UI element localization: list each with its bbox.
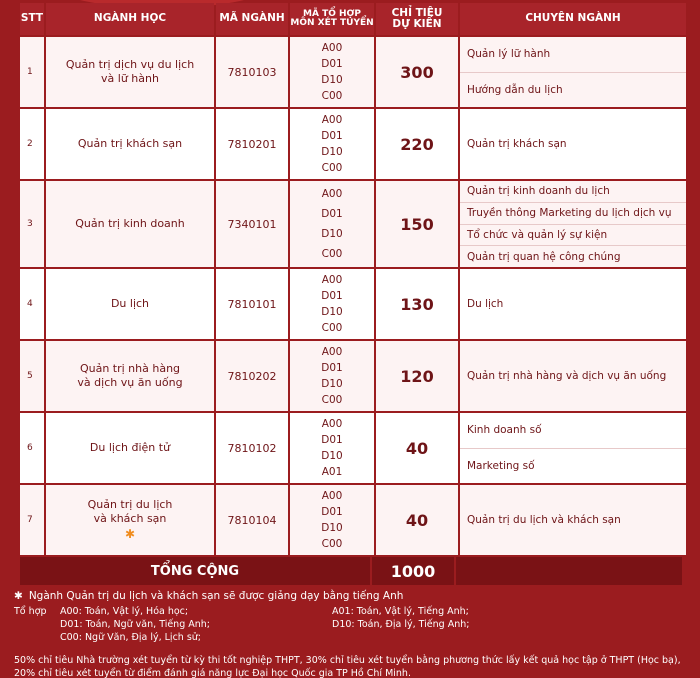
combo-d01: D01: Toán, Ngữ văn, Tiếng Anh; (60, 618, 210, 630)
row-stt: 3 (20, 181, 44, 267)
row-quota: 130 (376, 269, 458, 339)
row-code: 7340101 (216, 181, 288, 267)
combo-code: A00 (321, 42, 343, 54)
row-stt: 6 (20, 413, 44, 483)
row-combos (290, 413, 374, 483)
row-major-name (46, 109, 214, 179)
combo-code: D10 (321, 146, 343, 158)
combo-code: C00 (321, 538, 343, 550)
row-stt: 5 (20, 341, 44, 411)
row-code: 7810104 (216, 485, 288, 555)
header-quota-line1: CHỈ TIÊU (391, 6, 443, 19)
major-name-line2: và dịch vụ ăn uống (77, 376, 183, 389)
row-combos (290, 485, 374, 555)
row-stt: 1 (20, 37, 44, 107)
quota-footer (14, 654, 690, 678)
combo-code: A00 (321, 188, 343, 200)
specialization-item: Hướng dẫn du lịch (460, 72, 686, 108)
combo-code: D01 (321, 130, 343, 142)
specialization-item: Truyền thông Marketing du lịch dịch vụ (460, 202, 686, 224)
combo-code: D01 (321, 362, 343, 374)
major-name-line1: Quản trị dịch vụ du lịch (65, 57, 195, 71)
row-major-name (46, 485, 214, 555)
row-code: 7810102 (216, 413, 288, 483)
row-specializations (460, 413, 686, 483)
major-name-line1: Quản trị kinh doanh (75, 216, 185, 230)
combo-code: D10 (321, 74, 343, 86)
specialization-item: Tổ chức và quản lý sự kiện (460, 224, 686, 246)
notes-section (14, 590, 690, 678)
specialization-item: Quản trị kinh doanh du lịch (467, 185, 610, 198)
combo-code: D10 (321, 450, 343, 462)
specialization-item: Quản trị nhà hàng và dịch vụ ăn uống (467, 370, 667, 382)
major-name-line2: và khách sạn (93, 512, 167, 526)
specialization-item: Marketing số (460, 448, 686, 484)
row-code: 7810202 (216, 341, 288, 411)
major-name-line1: Quản trị nhà hàng (79, 361, 181, 375)
combo-legend (14, 606, 690, 644)
row-specializations (460, 341, 686, 411)
footer-line1: 50% chỉ tiêu Nhà trường xét tuyển từ kỳ thi tốt nghiệp THPT, 30% chỉ tiêu xét tuyển bằng phương thức lấy kết quả học tập ở THPT (Học bạ), (14, 654, 681, 666)
specialization-item: Quản trị du lịch và khách sạn (467, 514, 621, 526)
header-quota-line2: DỰ KIẾN (392, 18, 442, 30)
row-combos (290, 181, 374, 267)
header-combo-line2: MÔN XÉT TUYỂN (290, 18, 374, 28)
header-quota (376, 3, 458, 35)
row-combos (290, 109, 374, 179)
row-code: 7810101 (216, 269, 288, 339)
star-note-text: Ngành Quản trị du lịch và khách sạn sẽ được giảng dạy bằng tiếng Anh (28, 590, 404, 602)
header-major: NGÀNH HỌC (46, 3, 214, 35)
row-code: 7810103 (216, 37, 288, 107)
row-stt: 7 (20, 485, 44, 555)
specialization-item: Quản lý lữ hành (467, 48, 551, 61)
combo-code: C00 (321, 90, 343, 102)
star-note (14, 590, 690, 602)
header-spec: CHUYÊN NGÀNH (460, 3, 686, 35)
row-quota: 300 (376, 37, 458, 107)
total-row (20, 557, 680, 585)
combo-code: A00 (321, 346, 343, 358)
combo-d10: D10: Toán, Địa lý, Tiếng Anh; (332, 618, 470, 630)
header-combo-line1: MÃ TỔ HỢP (303, 8, 361, 19)
total-empty-cell (456, 557, 682, 585)
row-major-name (46, 37, 214, 107)
major-name-line1: Quản trị du lịch (87, 497, 173, 511)
row-major-name (46, 413, 214, 483)
combo-code: D01 (321, 290, 343, 302)
combo-code: A00 (321, 114, 343, 126)
total-value: 1000 (372, 557, 454, 585)
specialization-item: Kinh doanh số (467, 424, 542, 437)
combo-a01: A01: Toán, Vật lý, Tiếng Anh; (332, 606, 469, 617)
header-stt: STT (20, 3, 44, 35)
row-quota: 40 (376, 485, 458, 555)
row-specializations (460, 181, 686, 267)
header-code: MÃ NGÀNH (216, 3, 288, 35)
row-combos (290, 341, 374, 411)
english-star-icon: ✱ (124, 526, 136, 541)
combo-a00: A00: Toán, Vật lý, Hóa học; (60, 606, 189, 617)
major-name-line1: Du lịch (110, 296, 150, 310)
specialization-item: Quản trị khách sạn (467, 138, 567, 150)
combo-c00: C00: Ngữ Văn, Địa lý, Lịch sử; (60, 631, 202, 643)
row-combos (290, 37, 374, 107)
combo-code: A00 (321, 274, 343, 286)
specialization-item: Du lịch (467, 298, 504, 310)
row-specializations (460, 485, 686, 555)
star-icon: ✱ (14, 590, 23, 602)
row-stt: 2 (20, 109, 44, 179)
row-major-name (46, 269, 214, 339)
row-quota: 150 (376, 181, 458, 267)
combo-code: D01 (321, 434, 343, 446)
major-name-line2: và lữ hành (101, 72, 159, 85)
major-name-line1: Du lịch điện tử (89, 440, 171, 454)
combo-code: C00 (321, 162, 343, 174)
total-label: TỔNG CỘNG (20, 557, 370, 585)
row-specializations (460, 109, 686, 179)
row-code: 7810201 (216, 109, 288, 179)
row-combos (290, 269, 374, 339)
combo-code: D01 (321, 506, 343, 518)
combo-code: C00 (321, 322, 343, 334)
header-combo (290, 3, 374, 35)
combo-code: D10 (321, 228, 343, 240)
row-specializations (460, 269, 686, 339)
combo-code: C00 (321, 394, 343, 406)
combo-code: D01 (321, 208, 343, 220)
combo-code: A00 (321, 418, 343, 430)
combo-code: C00 (321, 248, 343, 260)
row-stt: 4 (20, 269, 44, 339)
combo-label: Tổ hợp (14, 606, 47, 617)
row-quota: 40 (376, 413, 458, 483)
specialization-item: Quản trị quan hệ công chúng (460, 245, 686, 267)
table-grid (20, 3, 680, 555)
combo-code: D10 (321, 522, 343, 534)
combo-code: A00 (321, 490, 343, 502)
row-major-name (46, 181, 214, 267)
combo-code: D10 (321, 306, 343, 318)
major-name-line1: Quản trị khách sạn (77, 136, 183, 150)
footer-line2: 20% chỉ tiêu xét tuyển từ điểm đánh giá năng lực Đại học Quốc gia TP Hồ Chí Minh. (14, 667, 411, 678)
row-major-name (46, 341, 214, 411)
row-quota: 120 (376, 341, 458, 411)
row-quota: 220 (376, 109, 458, 179)
combo-code: A01 (321, 466, 343, 478)
admissions-table (20, 3, 680, 585)
combo-code: D10 (321, 378, 343, 390)
combo-code: D01 (321, 58, 343, 70)
row-specializations (460, 37, 686, 107)
